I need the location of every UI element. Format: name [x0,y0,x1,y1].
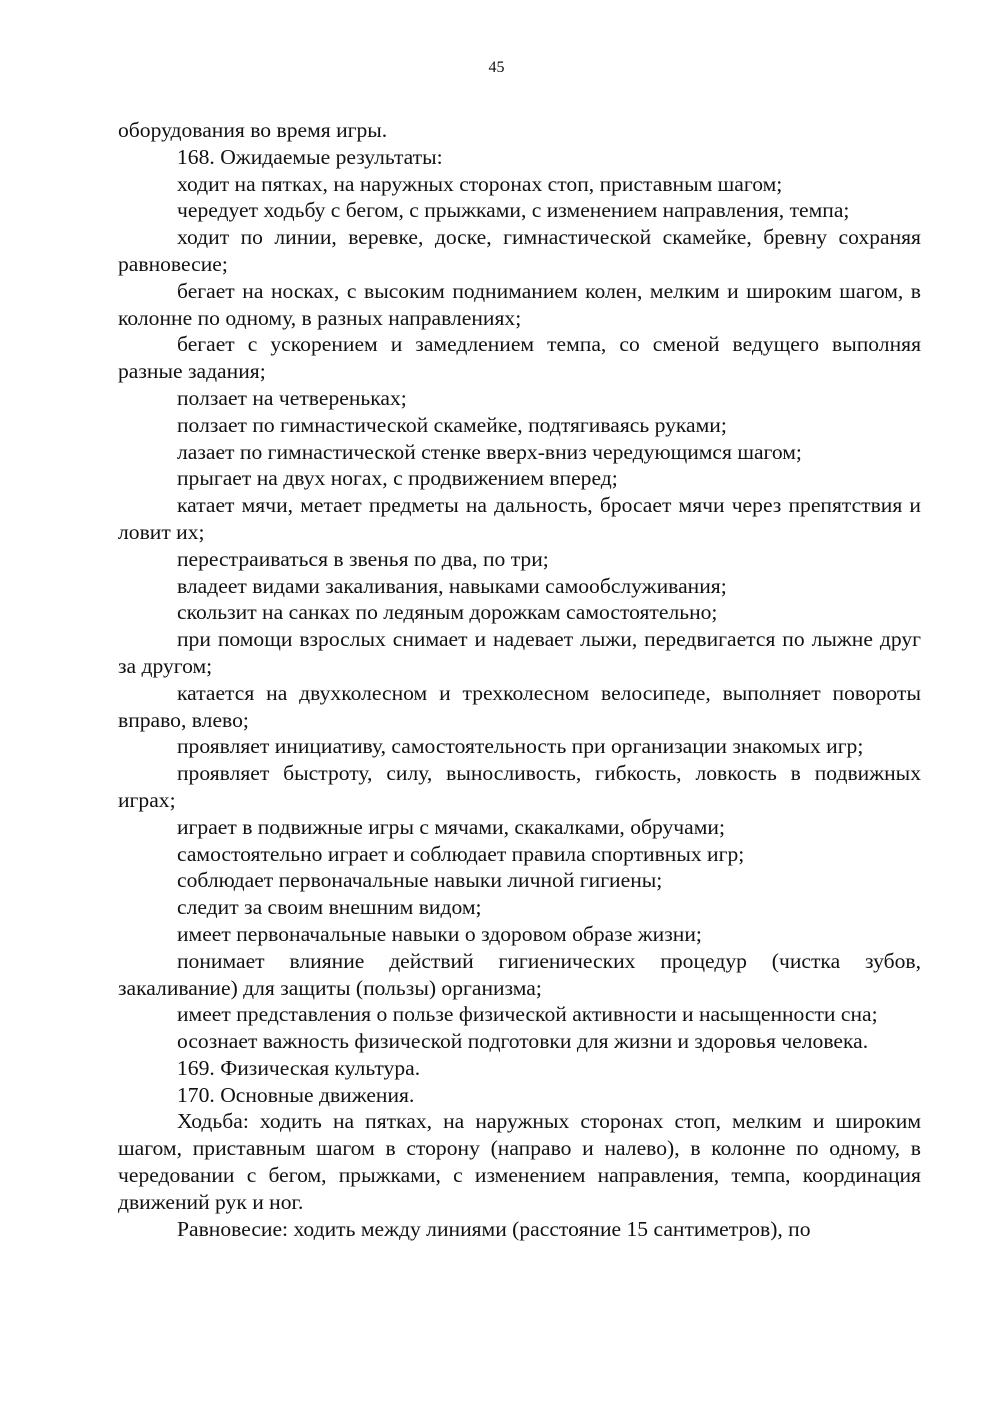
document-body [118,117,921,1242]
result-item: имеет представления о пользе физической активности и насыщенности сна; [177,1002,878,1027]
result-item: катает мячи, метает предметы на дальность, бросает мячи через препятствия и ловит их; [118,493,921,544]
section-heading-170: 170. Основные движения. [177,1082,415,1107]
result-item: играет в подвижные игры с мячами, скакалками, обручами; [177,814,725,839]
result-item: следит за своим внешним видом; [177,895,482,920]
section-heading-169: 169. Физическая культура. [177,1055,421,1080]
result-item: перестраиваться в звенья по два, по три; [177,546,549,571]
page-number: 45 [488,59,505,76]
result-item: проявляет быстроту, силу, выносливость, гибкость, ловкость в подвижных играх; [118,761,921,812]
paragraph-balance: Равновесие: ходить между линиями (расстояние 15 сантиметров), по [177,1216,811,1241]
result-item: бегает с ускорением и замедлением темпа, со сменой ведущего выполняя разные задания; [118,332,921,384]
paragraph-walking: Ходьба: ходить на пятках, на наружных сторонах стоп, мелким и широким шагом, приставным шагом в сторону (направо и налево), в колонне по одному, в чередовании с бегом, прыжками, с изменением направления, темпа, координация движений рук и ног. [118,1109,921,1214]
result-item: скользит на санках по ледяным дорожкам самостоятельно; [177,600,718,625]
result-item: самостоятельно играет и соблюдает правила спортивных игр; [177,841,745,866]
result-item: соблюдает первоначальные навыки личной гигиены; [177,868,663,893]
result-item: имеет первоначальные навыки о здоровом образе жизни; [177,921,702,946]
result-item: прыгает на двух ногах, с продвижением вперед; [177,466,618,491]
result-item: ползает на четвереньках; [177,385,407,410]
result-item: понимает влияние действий гигиенических процедур (чистка зубов, закаливание) для защиты (пользы) организма; [118,948,921,1000]
result-item: ползает по гимнастической скамейке, подтягиваясь руками; [177,412,727,437]
result-item: ходит на пятках, на наружных сторонах стоп, приставным шагом; [177,171,783,196]
result-item: лазает по гимнастической стенке вверх-вниз чередующимся шагом; [177,439,802,464]
result-item: бегает на носках, с высоким подниманием колен, мелким и широким шагом, в колонне по одному, в разных направлениях; [118,278,921,330]
section-heading-168: 168. Ожидаемые результаты: [177,144,443,169]
result-item: при помощи взрослых снимает и надевает лыжи, передвигается по лыжне друг за другом; [118,627,921,678]
paragraph-continuation: оборудования во время игры. [118,118,388,142]
result-item: чередует ходьбу с бегом, с прыжками, с изменением направления, темпа; [177,198,850,223]
result-item: катается на двухколесном и трехколесном велосипеде, выполняет повороты вправо, влево; [118,680,921,732]
result-item: осознает важность физической подготовки для жизни и здоровья человека. [177,1029,869,1054]
result-item: ходит по линии, веревке, доске, гимнастической скамейке, бревну сохраняя равновесие; [118,225,921,276]
result-item: владеет видами закаливания, навыками самообслуживания; [177,573,727,598]
result-item: проявляет инициативу, самостоятельность при организации знакомых игр; [177,734,864,759]
